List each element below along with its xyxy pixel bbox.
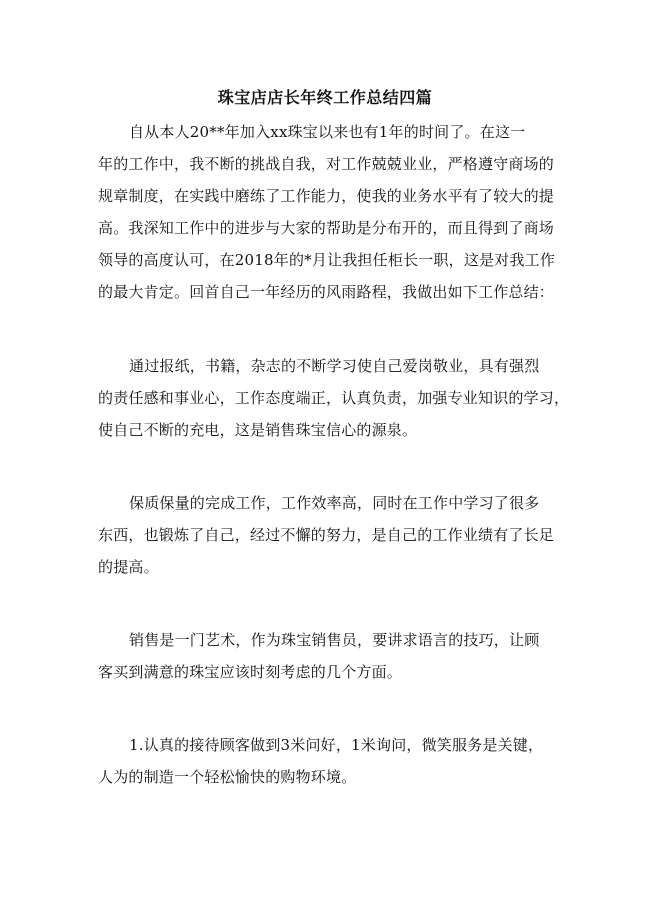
paragraph-5-line-2: 人为的制造一个轻松愉快的购物环境。 — [98, 768, 357, 786]
paragraph-3-line-3: 的提高。 — [98, 558, 159, 576]
paragraph-2-line-2: 的责任感和事业心，工作态度端正，认真负责，加强专业知识的学习， — [98, 389, 570, 407]
document-title: 珠宝店店长年终工作总结四篇 — [217, 88, 433, 107]
paragraph-1-line-3: 规章制度，在实践中磨练了工作能力，使我的业务水平有了较大的提 — [98, 187, 555, 205]
paragraph-1-line-2: 年的工作中，我不断的挑战自我，对工作兢兢业业，严格遵守商场的 — [98, 155, 555, 173]
paragraph-1-line-1: 自从本人20**年加入xx珠宝以来也有1年的时间了。在这一 — [129, 123, 526, 141]
paragraph-3-line-1: 保质保量的完成工作，工作效率高，同时在工作中学习了很多 — [129, 494, 540, 512]
paragraph-4-line-2: 客买到满意的珠宝应该时刻考虑的几个方面。 — [98, 663, 403, 681]
paragraph-1-line-6: 的最大肯定。回首自己一年经历的风雨路程，我做出如下工作总结： — [98, 283, 555, 301]
paragraph-2-line-1: 通过报纸，书籍，杂志的不断学习使自己爱岗敬业，具有强烈 — [129, 357, 540, 375]
paragraph-4-line-1: 销售是一门艺术，作为珠宝销售员，要讲求语言的技巧，让顾 — [129, 631, 540, 649]
paragraph-5-line-1: 1.认真的接待顾客做到3米问好，1米询问，微笑服务是关键， — [129, 736, 544, 754]
paragraph-2-line-3: 使自己不断的充电，这是销售珠宝信心的源泉。 — [98, 421, 418, 439]
paragraph-1-line-5: 领导的高度认可，在2018年的*月让我担任柜长一职，这是对我工作 — [98, 251, 556, 269]
paragraph-3-line-2: 东西，也锻炼了自己，经过不懈的努力，是自己的工作业绩有了长足 — [98, 526, 555, 544]
paragraph-1-line-4: 高。我深知工作中的进步与大家的帮助是分布开的，而且得到了商场 — [98, 219, 555, 237]
